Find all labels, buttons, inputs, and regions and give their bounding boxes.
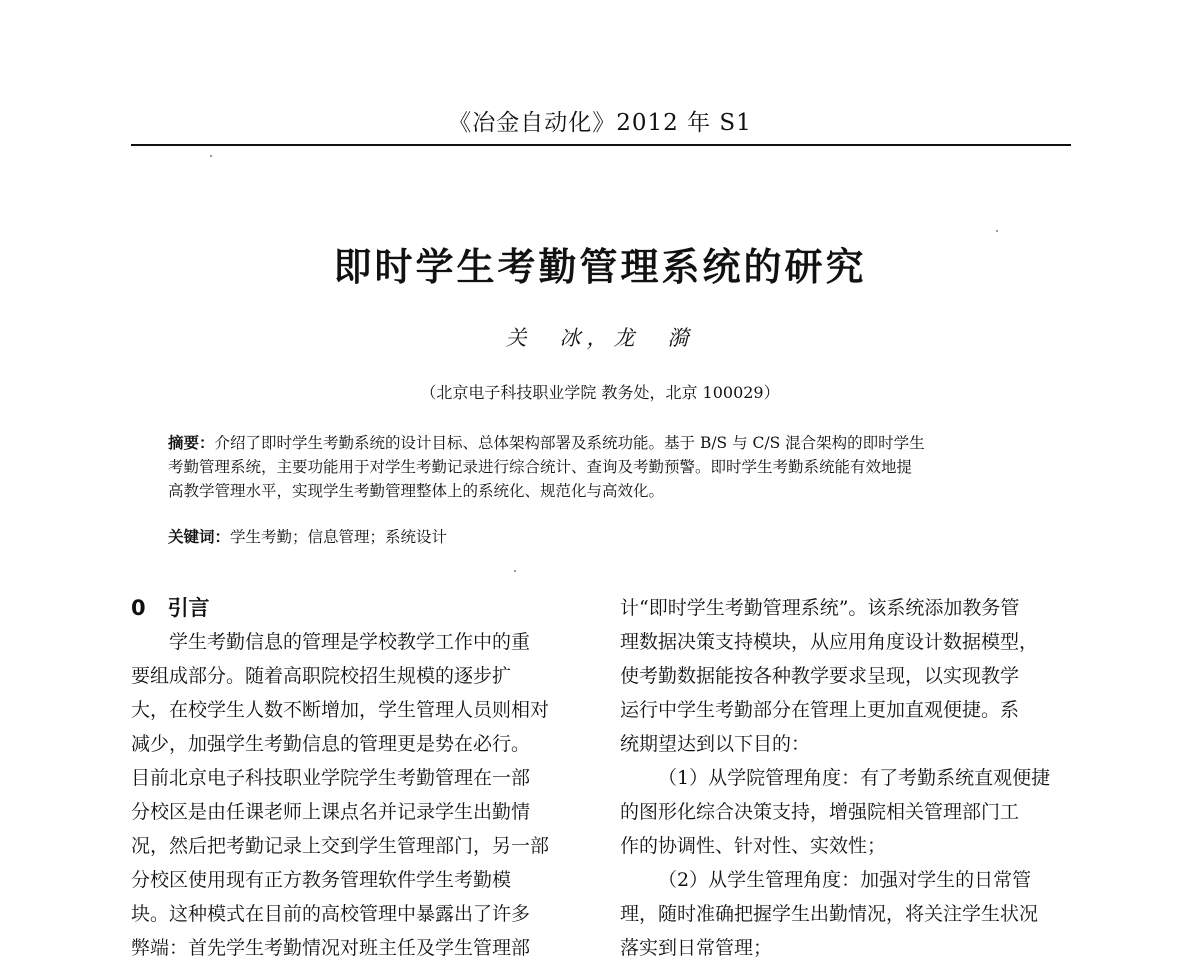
paragraph-line: 目前北京电子科技职业学院学生考勤管理在一部	[131, 767, 531, 789]
authors: 关 冰，龙 漪	[505, 326, 695, 350]
keywords	[168, 525, 447, 547]
journal-header: 《冶金自动化》2012 年 S1	[448, 110, 752, 136]
section-number: 0	[131, 596, 146, 620]
paragraph-line: 理数据决策支持模块，从应用角度设计数据模型，	[620, 631, 1039, 653]
paragraph-line: 要组成部分。随着高职院校招生规模的逐步扩	[131, 665, 512, 687]
paragraph-line: 减少，加强学生考勤信息的管理更是势在必行。	[131, 733, 531, 755]
scan-speck	[514, 570, 516, 572]
abstract-line-2: 考勤管理系统，主要功能用于对学生考勤记录进行综合统计、查询及考勤预警。即时学生考勤系统能有效地提	[168, 458, 913, 476]
paragraph-line: 作的协调性、针对性、实效性；	[620, 835, 887, 857]
section-title: 引言	[167, 596, 210, 620]
paragraph-line: 计“即时学生考勤管理系统”。该系统添加教务管	[620, 597, 1020, 619]
scan-speck	[996, 230, 998, 232]
list-item: （2）从学生管理角度：加强对学生的日常管	[658, 869, 1032, 891]
paragraph-line: 大，在校学生人数不断增加，学生管理人员则相对	[131, 699, 550, 721]
abstract-text: 介绍了即时学生考勤系统的设计目标、总体架构部署及系统功能。基于 B/S 与 C/S 混合架构的即时学生	[214, 434, 925, 452]
paragraph-line: 分校区使用现有正方教务管理软件学生考勤模	[131, 869, 512, 891]
section-heading	[131, 591, 581, 625]
scan-speck	[210, 155, 212, 157]
abstract-label: 摘要：	[168, 434, 215, 452]
paragraph-line: 统期望达到以下目的：	[620, 733, 811, 755]
paragraph-line: 块。这种模式在目前的高校管理中暴露出了许多	[131, 903, 531, 925]
paragraph-line: 使考勤数据能按各种教学要求呈现，以实现教学	[620, 665, 1020, 687]
paragraph-line: 运行中学生考勤部分在管理上更加直观便捷。系	[620, 699, 1020, 721]
list-item: （1）从学院管理角度：有了考勤系统直观便捷	[658, 767, 1051, 789]
paragraph-line: 况，然后把考勤记录上交到学生管理部门，另一部	[131, 835, 550, 857]
paragraph-line: 落实到日常管理；	[620, 937, 773, 959]
paragraph-line: 学生考勤信息的管理是学校教学工作中的重	[169, 631, 531, 653]
header-rule	[131, 144, 1071, 146]
affiliation: （北京电子科技职业学院 教务处，北京 100029）	[420, 383, 780, 402]
keywords-text: 学生考勤；信息管理；系统设计	[230, 528, 448, 546]
paragraph-line: 的图形化综合决策支持，增强院相关管理部门工	[620, 801, 1020, 823]
keywords-label: 关键词：	[168, 528, 231, 546]
abstract	[168, 431, 1048, 503]
left-column	[131, 591, 581, 965]
abstract-line-3: 高教学管理水平，实现学生考勤管理整体上的系统化、规范化与高效化。	[168, 482, 665, 500]
right-column	[620, 591, 1075, 965]
paper-title: 即时学生考勤管理系统的研究	[333, 245, 867, 289]
paragraph-line: 分校区是由任课老师上课点名并记录学生出勤情	[131, 801, 531, 823]
paragraph-line: 理，随时准确把握学生出勤情况，将关注学生状况	[620, 903, 1039, 925]
abstract-line-1	[168, 431, 1048, 455]
paragraph-line: 弊端：首先学生考勤情况对班主任及学生管理部	[131, 937, 531, 959]
